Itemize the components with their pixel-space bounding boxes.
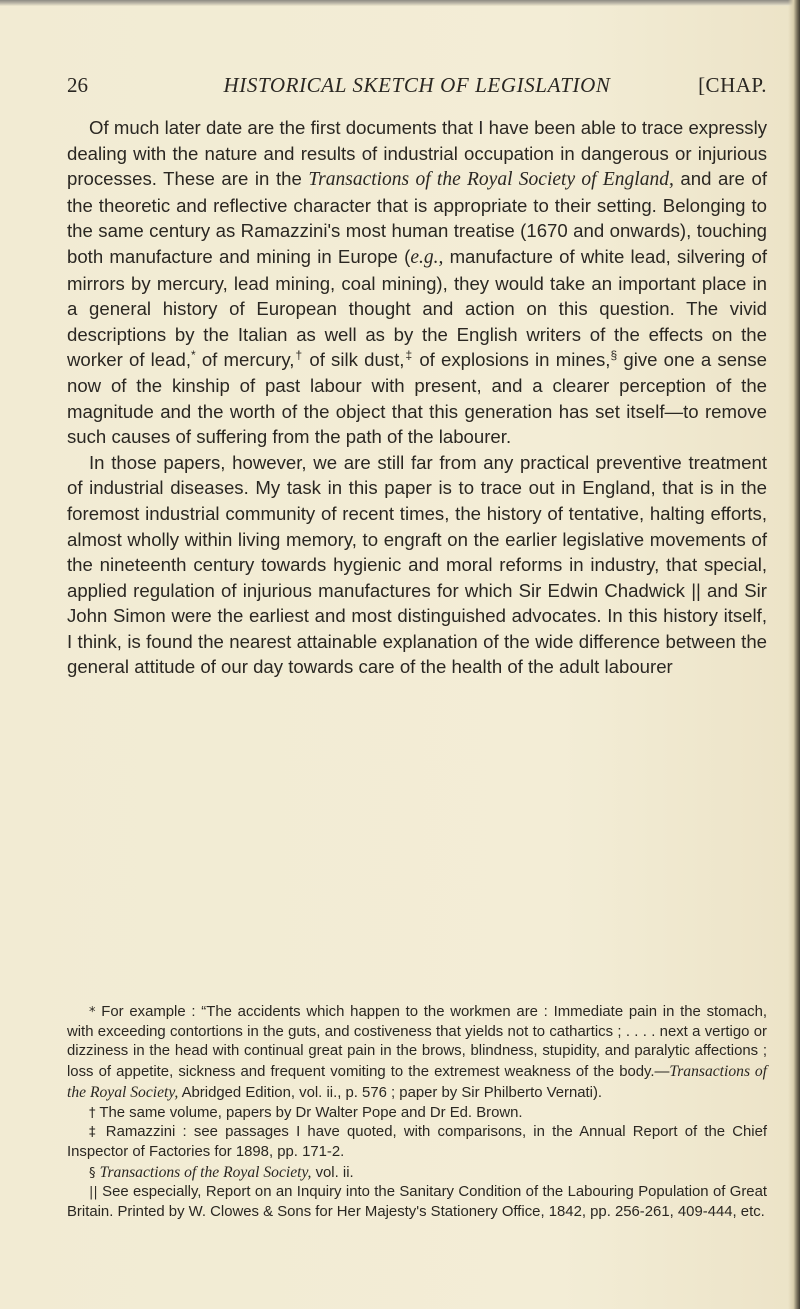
text-run: of mercury, bbox=[195, 349, 295, 371]
text-run: Of much later date are the first documents that I have been able to trace expressly dealing with the nature and results of industrial occupation in dangerous or injurious processes. These are in the bbox=[67, 117, 767, 190]
footnote-text: See especially, Report on an Inquiry into the Sanitary Condition of the Labouring Population of Great Britain. Printed by W. Clowes & Sons for Her Majesty's Stationery Office, 1842, pp. 256-261, 409-444, etc. bbox=[67, 1184, 767, 1221]
footnote-mark: † bbox=[89, 1105, 96, 1121]
footnote-mark: § bbox=[89, 1165, 96, 1181]
footnote-text: vol. ii. bbox=[311, 1164, 354, 1181]
italic-abbrev: e.g., bbox=[410, 246, 444, 268]
footnote-ref-3[interactable]: ‡ bbox=[404, 348, 414, 363]
footnote-text: Ramazzini : see passages I have quoted, with comparisons, in the Annual Report of the Chief Inspector of Factories for 1898, pp. 171-2. bbox=[67, 1124, 768, 1160]
footnote-1 bbox=[67, 1003, 767, 1104]
text-run: of silk dust, bbox=[303, 349, 405, 371]
footnote-ref-5[interactable]: || bbox=[691, 579, 701, 601]
page-binding-edge bbox=[788, 0, 800, 1309]
italic-title: Transactions of the Royal Society, bbox=[99, 1163, 312, 1181]
paragraph-1 bbox=[67, 115, 767, 450]
paragraph-2 bbox=[67, 450, 767, 680]
main-text bbox=[67, 115, 767, 680]
footnote-mark: ‡ bbox=[89, 1125, 99, 1141]
footnote-text: The same volume, papers by Dr Walter Pope and Dr Ed. Brown. bbox=[95, 1104, 523, 1121]
running-title: HISTORICAL SKETCH OF LEGISLATION bbox=[223, 73, 611, 97]
footnote-2 bbox=[67, 1104, 767, 1124]
text-run: give one a sense now of the kinship of past labour with present, and a clearer perception of the magnitude and the worth of the object that this generation has set itself—to remove such causes of suffering from the path of the labourer. bbox=[67, 349, 767, 448]
text-run: manufacture of white lead, silvering of mirrors by mercury, lead mining, coal mining), they would take an important place in a general history of European thought and action on this question. The vivid descriptions by the Italian as well as by the English writers of the effects on the worker of lead, bbox=[67, 245, 767, 371]
text-run: and are of the theoretic and reflective character that is appropriate to their setting. Belonging to the same century as Ramazzini's most human treatise (1670 and onwards), touching both manufacture and mining in Europe ( bbox=[67, 168, 767, 267]
footnote-5 bbox=[67, 1183, 767, 1222]
text-run: In those papers, however, we are still far from any practical preventive treatment of industrial diseases. My task in this paper is to trace out in England, that is in the foremost industrial community of recent times, the history of tentative, halting efforts, almost wholly within living memory, to engraft on the earlier legislative movements of the nineteenth century towards hygienic and moral reforms in industry, that special, applied regulation of injurious manufactures for which Sir Edwin Chadwick bbox=[67, 451, 767, 601]
footnote-3 bbox=[67, 1123, 767, 1162]
italic-title: Transactions of the Royal Society, bbox=[67, 1063, 768, 1101]
footnote-text: Abridged Edition, vol. ii., p. 576 ; paper by Sir Philberto Vernati). bbox=[178, 1084, 603, 1101]
page-number: 26 bbox=[67, 73, 88, 97]
footnote-mark: * bbox=[89, 1005, 96, 1020]
page-top-edge bbox=[0, 0, 800, 6]
chapter-marker: [CHAP. bbox=[698, 73, 767, 97]
text-run: and Sir John Simon were the earliest and most distinguished advocates. In this history itself, I think, is found the nearest attainable explanation of the wide difference between the general attitude of our day towards care of the health of the adult labourer bbox=[67, 579, 767, 678]
italic-title: Transactions of the Royal Society of England, bbox=[308, 169, 674, 191]
running-header bbox=[67, 71, 767, 99]
footnotes bbox=[67, 1003, 767, 1223]
footnote-text: For example : “The accidents which happen to the workmen are : Immediate pain in the stomach, with exceeding contortions in the guts, and costiveness that yields not to cathartics ; . . . . next a vertigo or dizziness in the head with continual great pain in the brows, blindness, stupidity, and paralytic affections ; loss of appetite, sickness and frequent vomiting to the extremest weakness of the body.— bbox=[67, 1004, 767, 1081]
footnote-ref-2[interactable]: † bbox=[294, 348, 304, 363]
text-run: of explosions in mines, bbox=[413, 349, 611, 371]
footnote-ref-4[interactable]: § bbox=[610, 348, 618, 363]
footnote-mark: || bbox=[89, 1185, 98, 1201]
footnote-4 bbox=[67, 1163, 767, 1184]
footnote-ref-1[interactable]: * bbox=[190, 348, 196, 363]
